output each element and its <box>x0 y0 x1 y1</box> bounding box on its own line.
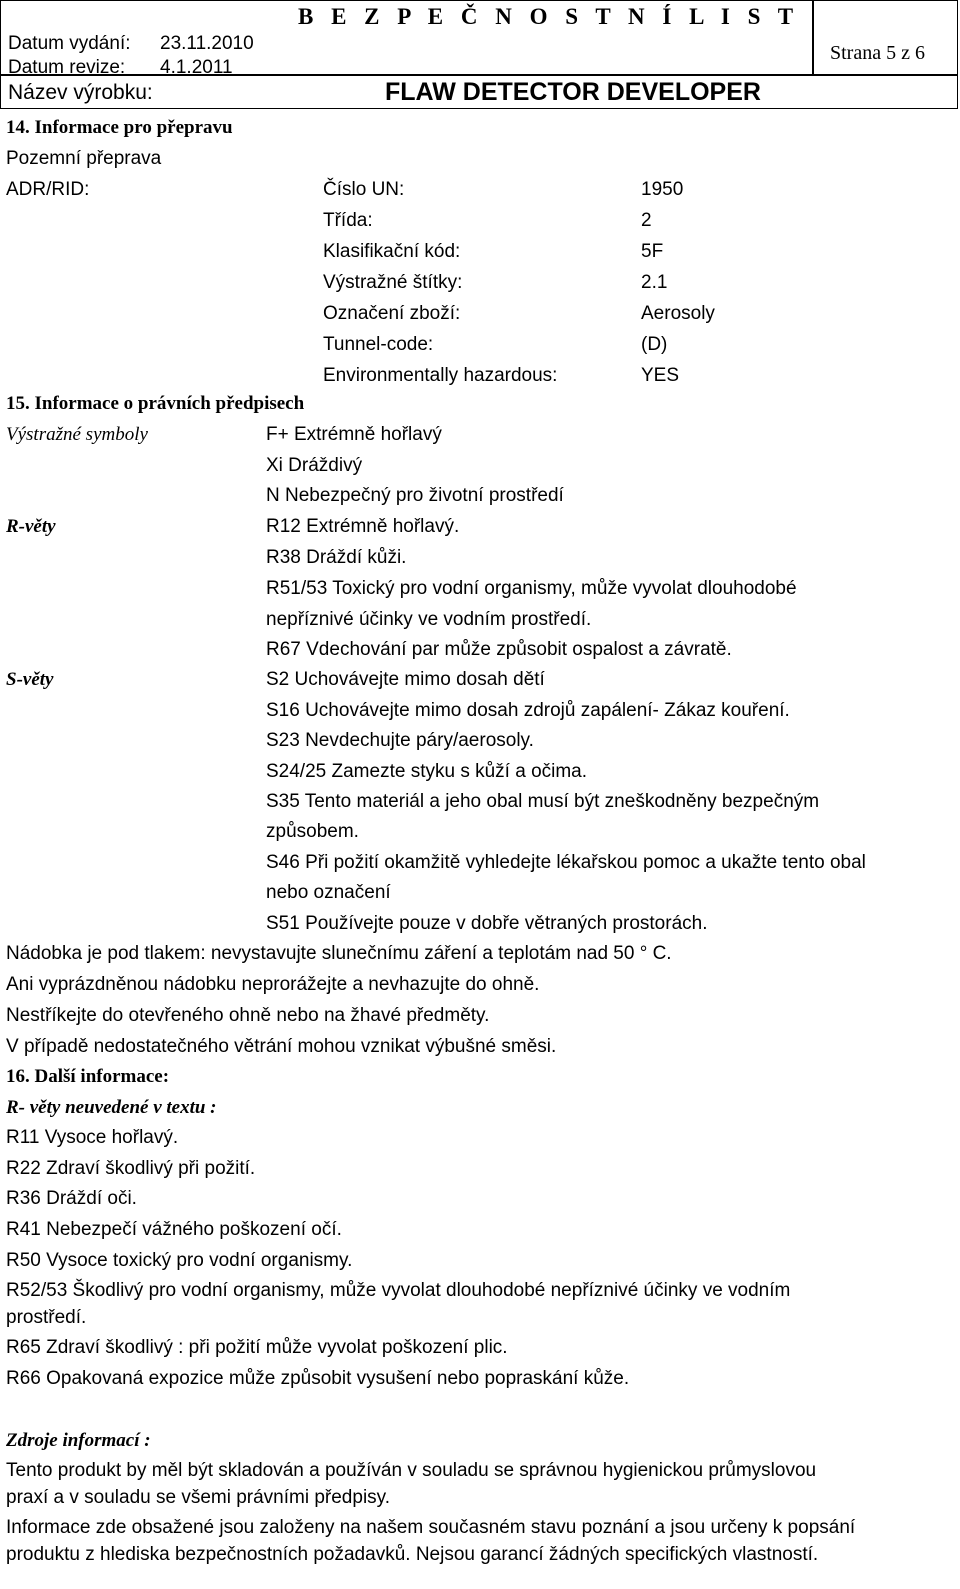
transport-label: Číslo UN: <box>323 179 405 200</box>
r-phrases-label: R-věty <box>6 516 56 537</box>
issue-date-label: Datum vydání: <box>8 33 131 54</box>
page-number: Strana 5 z 6 <box>830 42 925 64</box>
r-phrase: R12 Extrémně hořlavý. <box>266 516 460 537</box>
extra-r-phrase: R66 Opakovaná expozice může způsobit vysušení nebo popraskání kůže. <box>6 1368 630 1389</box>
transport-value: Aerosoly <box>641 303 715 324</box>
sources-line: Tento produkt by měl být skladován a používán v souladu se správnou hygienickou průmyslovou <box>6 1460 817 1481</box>
section14-subheading: Pozemní přeprava <box>6 148 162 169</box>
transport-value: YES <box>641 365 680 386</box>
adr-label: ADR/RID: <box>6 179 90 200</box>
transport-value: (D) <box>641 334 668 355</box>
s-phrase: S16 Uchovávejte mimo dosah zdrojů zapálení- Zákaz kouření. <box>266 700 790 721</box>
header-divider-horizontal <box>0 74 958 76</box>
r-phrase: R38 Dráždí kůži. <box>266 547 407 568</box>
r-phrase: R51/53 Toxický pro vodní organismy, může vyvolat dlouhodobé <box>266 578 797 599</box>
s-phrase: S35 Tento materiál a jeho obal musí být zneškodněny bezpečným <box>266 791 820 812</box>
note-line: Nádobka je pod tlakem: nevystavujte slunečnímu záření a teplotám nad 50 ° C. <box>6 943 672 964</box>
s-phrase: způsobem. <box>266 821 359 842</box>
sources-line: produktu z hlediska bezpečnostních požadavků. Nejsou garancí žádných specifických vlastností. <box>6 1544 819 1565</box>
s-phrase: S2 Uchovávejte mimo dosah dětí <box>266 669 545 690</box>
sources-heading: Zdroje informací : <box>6 1430 151 1451</box>
revision-date-label: Datum revize: <box>8 57 126 78</box>
note-line: Nestříkejte do otevřeného ohně nebo na žhavé předměty. <box>6 1005 490 1026</box>
extra-r-phrase: R52/53 Škodlivý pro vodní organismy, může vyvolat dlouhodobé nepříznivé účinky ve vodním <box>6 1280 791 1301</box>
issue-date: 23.11.2010 <box>160 33 254 54</box>
r-phrases-not-listed-heading: R- věty neuvedené v textu : <box>6 1097 217 1118</box>
s-phrase: S46 Při požití okamžitě vyhledejte lékařskou pomoc a ukažte tento obal <box>266 852 866 873</box>
s-phrase: nebo označení <box>266 882 391 903</box>
r-phrase: R67 Vdechování par může způsobit ospalost a závratě. <box>266 639 732 660</box>
transport-value: 5F <box>641 241 664 262</box>
section14-heading: 14. Informace pro přepravu <box>6 117 233 138</box>
hazard-symbols-label: Výstražné symboly <box>6 424 148 445</box>
extra-r-phrase: R41 Nebezpečí vážného poškození očí. <box>6 1219 342 1240</box>
product-label: Název výrobku: <box>8 81 153 104</box>
s-phrase: S24/25 Zamezte styku s kůží a očima. <box>266 761 588 782</box>
sources-line: praxí a v souladu se všemi právními předpisy. <box>6 1487 391 1508</box>
transport-label: Klasifikační kód: <box>323 241 461 262</box>
s-phrases-label: S-věty <box>6 669 54 690</box>
section15-heading: 15. Informace o právních předpisech <box>6 393 305 414</box>
extra-r-phrase: prostředí. <box>6 1307 87 1328</box>
transport-value: 1950 <box>641 179 684 200</box>
section16-heading: 16. Další informace: <box>6 1066 170 1087</box>
extra-r-phrase: R11 Vysoce hořlavý. <box>6 1127 179 1148</box>
extra-r-phrase: R65 Zdraví škodlivý : při požití může vyvolat poškození plic. <box>6 1337 508 1358</box>
s-phrase: S23 Nevdechujte páry/aerosoly. <box>266 730 534 751</box>
r-phrase: nepříznivé účinky ve vodním prostředí. <box>266 609 592 630</box>
hazard-symbol: N Nebezpečný pro životní prostředí <box>266 485 564 506</box>
product-name: FLAW DETECTOR DEVELOPER <box>385 78 761 106</box>
note-line: V případě nedostatečného větrání mohou vznikat výbušné směsi. <box>6 1036 557 1057</box>
transport-value: 2 <box>641 210 652 231</box>
transport-label: Označení zboží: <box>323 303 461 324</box>
hazard-symbol: Xi Dráždivý <box>266 455 363 476</box>
extra-r-phrase: R50 Vysoce toxický pro vodní organismy. <box>6 1250 353 1271</box>
extra-r-phrase: R36 Dráždí oči. <box>6 1188 137 1209</box>
transport-label: Environmentally hazardous: <box>323 365 558 386</box>
transport-value: 2.1 <box>641 272 668 293</box>
s-phrase: S51 Používejte pouze v dobře větraných prostorách. <box>266 913 708 934</box>
note-line: Ani vyprázdněnou nádobku neprorážejte a nevhazujte do ohně. <box>6 974 540 995</box>
transport-label: Tunnel-code: <box>323 334 434 355</box>
document-title: B E Z P E Č N O S T N Í L I S T <box>298 4 800 29</box>
sources-line: Informace zde obsažené jsou založeny na našem současném stavu poznání a jsou určeny k popsání <box>6 1517 856 1538</box>
revision-date: 4.1.2011 <box>160 57 233 78</box>
extra-r-phrase: R22 Zdraví škodlivý při požití. <box>6 1158 256 1179</box>
transport-label: Výstražné štítky: <box>323 272 463 293</box>
transport-label: Třída: <box>323 210 373 231</box>
hazard-symbol: F+ Extrémně hořlavý <box>266 424 442 445</box>
header-divider-vertical <box>812 0 814 74</box>
